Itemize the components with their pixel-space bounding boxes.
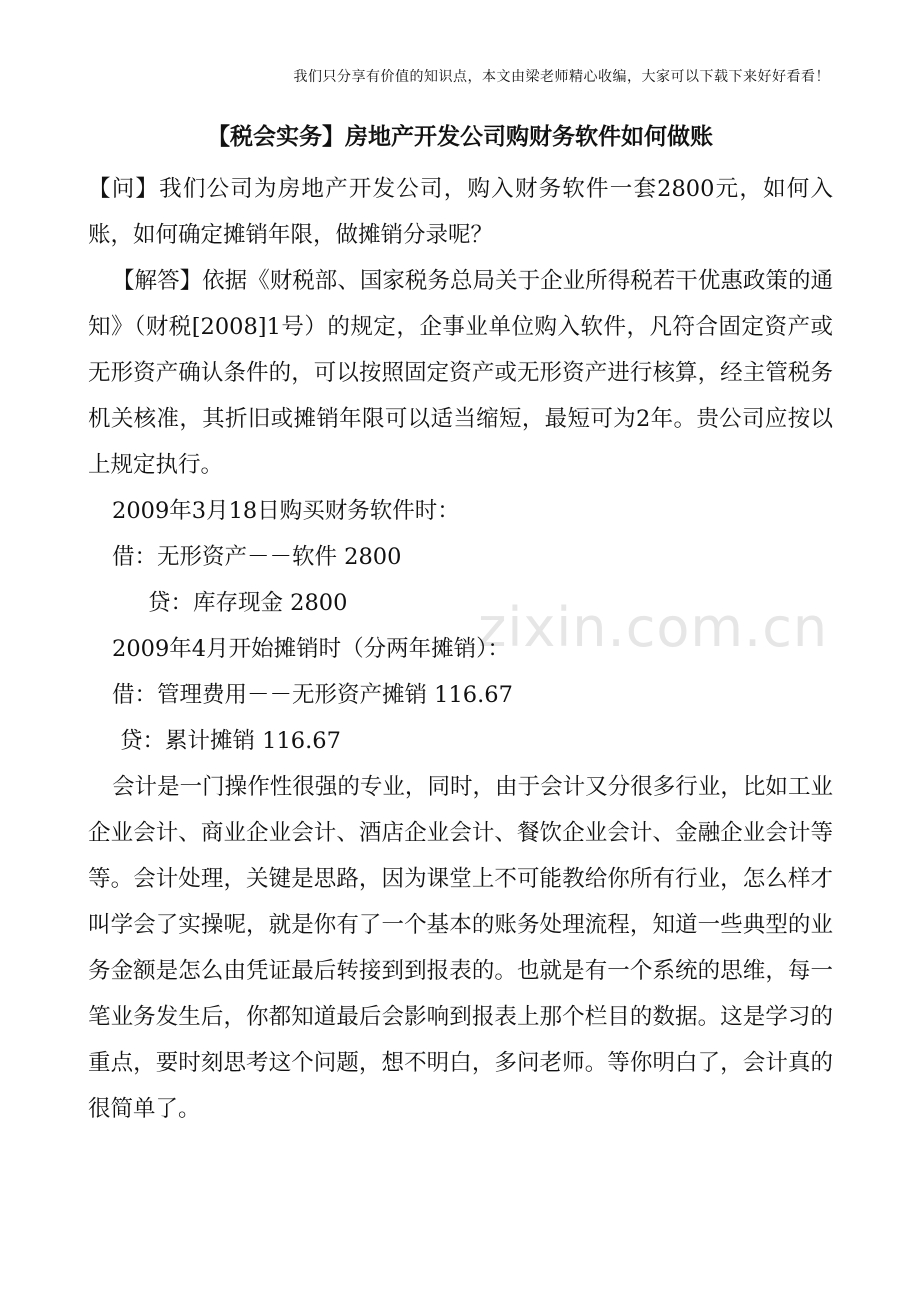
header-note: 我们只分享有价值的知识点，本文由梁老师精心收编，大家可以下载下来好好看看！: [293, 69, 830, 85]
document-title: 【税会实务】房地产开发公司购财务软件如何做账: [207, 123, 713, 150]
entry-credit-purchase: 贷：库存现金 2800: [148, 590, 348, 616]
document-body: [88, 166, 833, 1132]
closing-paragraph: 会计是一门操作性很强的专业，同时，由于会计又分很多行业，比如工业企业会计、商业企业会计、酒店企业会计、餐饮企业会计、金融企业会计等等。会计处理，关键是思路，因为课堂上不可能教给你所有行业，怎么样才叫学会了实操呢，就是你有了一个基本的账务处理流程，知道一些典型的业务金额是怎么由凭证最后转接到到报表的。也就是有一个系统的思维，每一笔业务发生后，你都知道最后会影响到报表上那个栏目的数据。这是学习的重点，要时刻思考这个问题，想不明白，多问老师。等你明白了，会计真的很简单了。: [88, 774, 833, 1122]
answer-paragraph: 【解答】依据《财税部、国家税务总局关于企业所得税若干优惠政策的通知》（财税[2008]1号）的规定，企事业单位购入软件，凡符合固定资产或无形资产确认条件的，可以按照固定资产或无形资产进行核算，经主管税务机关核准，其折旧或摊销年限可以适当缩短，最短可为2年。贵公司应按以上规定执行。: [88, 268, 833, 478]
entry-credit-amortization: 贷：累计摊销 116.67: [120, 728, 341, 754]
question-paragraph: 【问】我们公司为房地产开发公司，购入财务软件一套2800元，如何入账，如何确定摊销年限，做摊销分录呢？: [88, 176, 833, 248]
watermark: zixin.com.cn: [478, 596, 829, 659]
entry-date-purchase: 2009年3月18日购买财务软件时：: [112, 498, 460, 524]
entry-date-amortization: 2009年4月开始摊销时（分两年摊销）：: [112, 636, 510, 662]
entry-debit-amortization: 借：管理费用－－无形资产摊销 116.67: [112, 682, 513, 708]
entry-debit-purchase: 借：无形资产－－软件 2800: [112, 544, 402, 570]
